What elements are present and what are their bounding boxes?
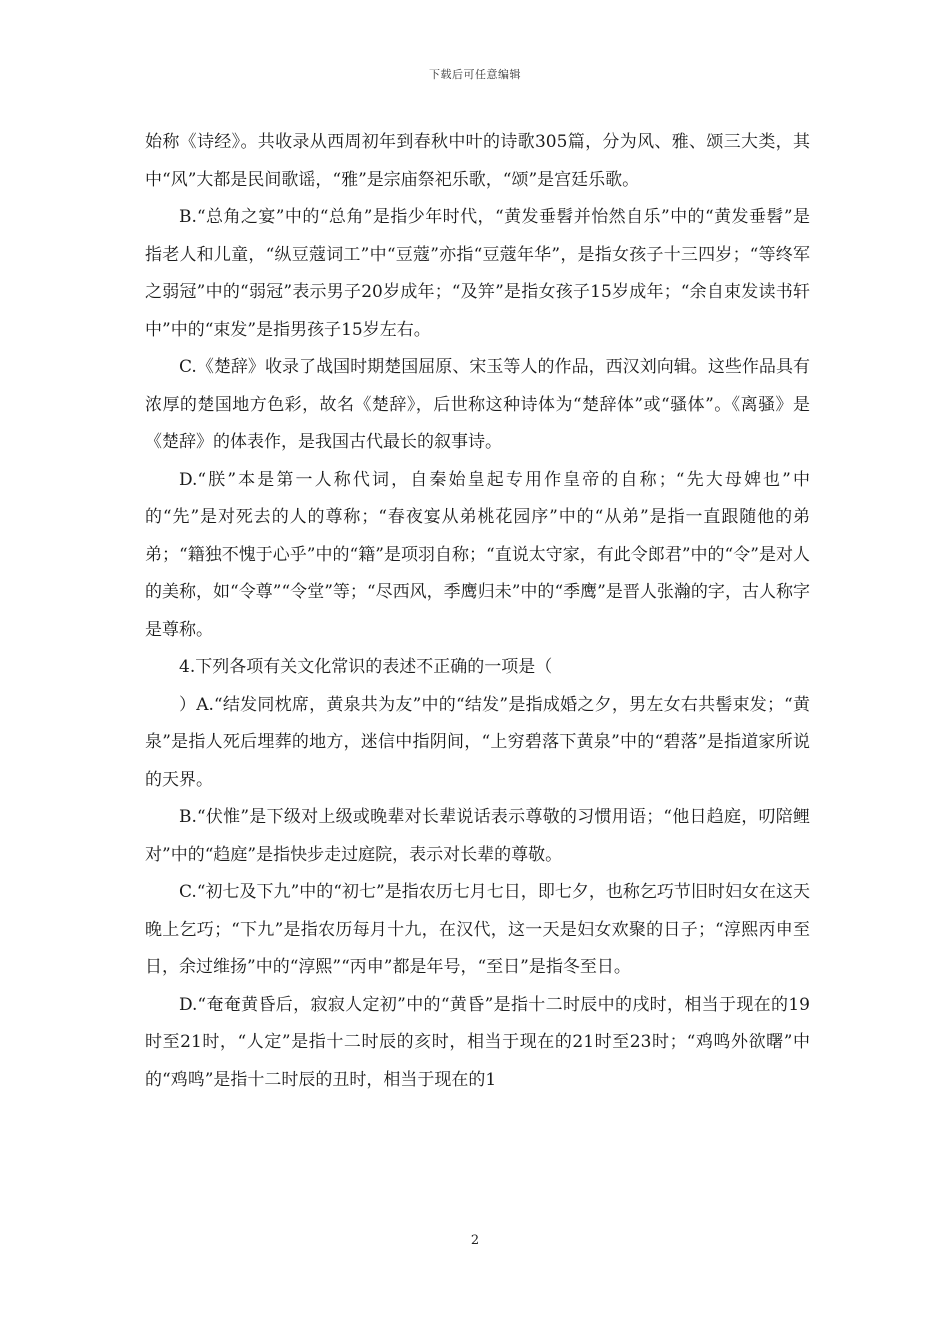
question-4-stem: 4.下列各项有关文化常识的表述不正确的一项是（ [179, 657, 553, 677]
paragraph-continuation: 始称《诗经》。共收录从西周初年到春秋中叶的诗歌305篇，分为风、雅、颂三大类，其中“风”大都是民间歌谣，“雅”是宗庙祭祀乐歌，“颂”是宫廷乐歌。 [145, 132, 810, 190]
question-4-option-c: C.“初七及下九”中的“初七”是指农历七月七日，即七夕，也称乞巧节旧时妇女在这天晚上乞巧；“下九”是指农历每月十九，在汉代，这一天是妇女欢聚的日子；“淳熙丙申至日，余过维扬”中的“淳熙”“丙申”都是年号，“至日”是指冬至日。 [145, 882, 810, 977]
page-header: 下载后可任意编辑 [429, 68, 521, 81]
question-4-option-b: B.“伏惟”是下级对上级或晚辈对长辈说话表示尊敬的习惯用语；“他日趋庭，叨陪鲤对”中的“趋庭”是指快步走过庭院，表示对长辈的尊敬。 [145, 807, 810, 865]
page-number: 2 [470, 1233, 480, 1248]
document-body [145, 124, 810, 1099]
question-4-option-a: ）A.“结发同枕席，黄泉共为友”中的“结发”是指成婚之夕，男左女右共髻束发；“黄泉”是指人死后埋葬的地方，迷信中指阴间，“上穷碧落下黄泉”中的“碧落”是指道家所说的天界。 [145, 694, 810, 790]
paragraph-option-d: D.“朕”本是第一人称代词，自秦始皇起专用作皇帝的自称；“先大母婢也”中的“先”是对死去的人的尊称；“春夜宴从弟桃花园序”中的“从弟”是指一直跟随他的弟弟；“籍独不愧于心乎”中的“籍”是项羽自称；“直说太守家，有此令郎君”中的“令”是对人的美称，如“令尊”“令堂”等；“尽西风，季鹰归未”中的“季鹰”是晋人张瀚的字，古人称字是尊称。 [145, 469, 810, 640]
question-4-option-d: D.“奄奄黄昏后，寂寂人定初”中的“黄昏”是指十二时辰中的戌时，相当于现在的19时至21时，“人定”是指十二时辰的亥时，相当于现在的21时至23时；“鸡鸣外欲曙”中的“鸡鸣”是指十二时辰的丑时，相当于现在的1 [145, 994, 810, 1090]
paragraph-option-c: C.《楚辞》收录了战国时期楚国屈原、宋玉等人的作品，西汉刘向辑。这些作品具有浓厚的楚国地方色彩，故名《楚辞》，后世称这种诗体为“楚辞体”或“骚体”。《离骚》是《楚辞》的体表作，是我国古代最长的叙事诗。 [145, 357, 810, 452]
paragraph-option-b: B.“总角之宴”中的“总角”是指少年时代，“黄发垂髫并怡然自乐”中的“黄发垂髫”是指老人和儿童，“纵豆蔻词工”中“豆蔻”亦指“豆蔻年华”，是指女孩子十三四岁；“等终军之弱冠”中的“弱冠”表示男子20岁成年；“及笄”是指女孩子15岁成年；“余自束发读书轩中”中的“束发”是指男孩子15岁左右。 [145, 207, 810, 340]
